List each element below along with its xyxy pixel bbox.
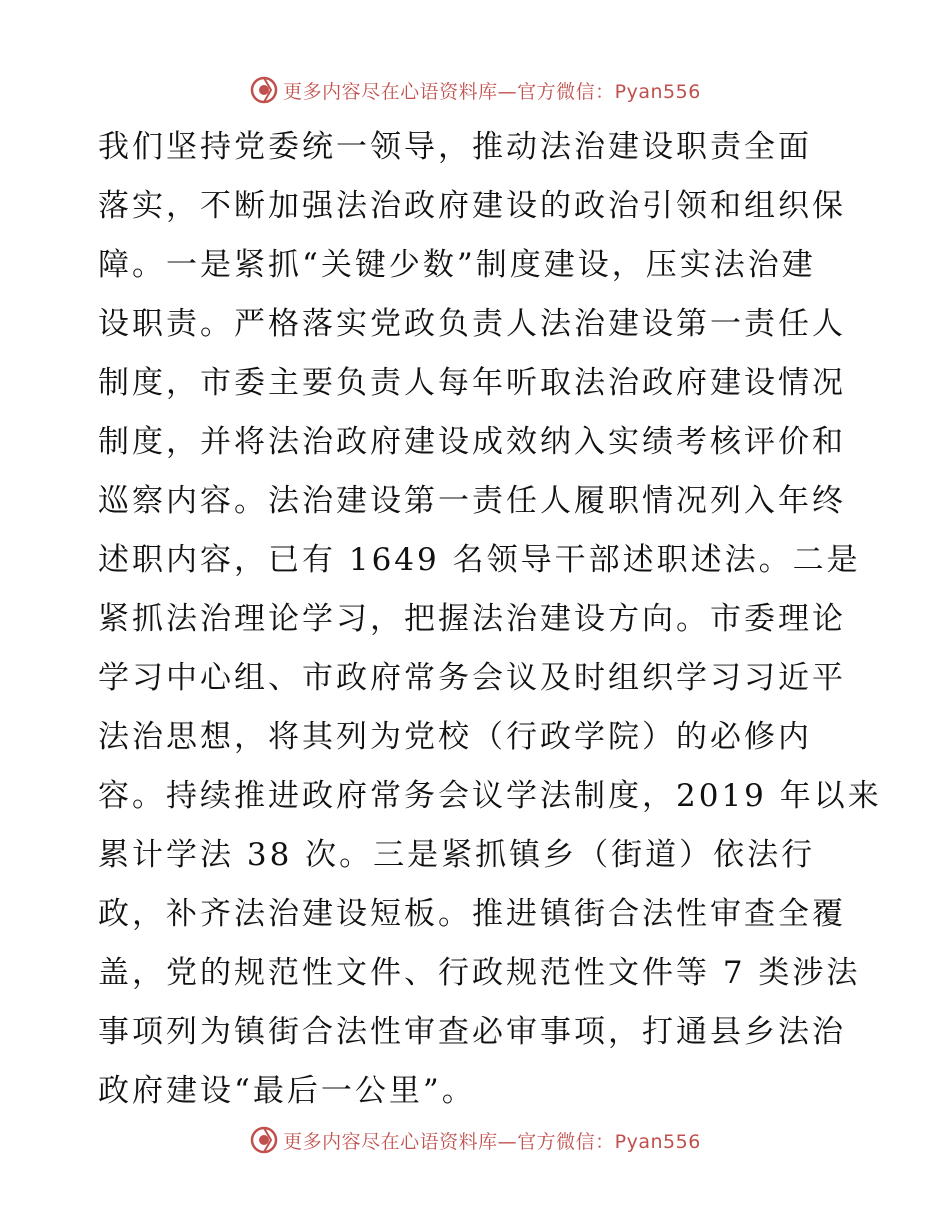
text-line: 累计学法 38 次。三是紧抓镇乡（街道）依法行 — [98, 837, 816, 873]
text-line: 制度，市委主要负责人每年听取法治政府建设情况 — [98, 365, 846, 401]
footer-banner-text: 更多内容尽在心语资料库—官方微信：Pyan556 — [283, 1130, 701, 1153]
text-line: 巡察内容。法治建设第一责任人履职情况列入年终 — [98, 483, 846, 519]
text-line: 盖，党的规范性文件、行政规范性文件等 7 类涉法 — [98, 955, 861, 991]
text-line: 事项列为镇街合法性审查必审事项，打通县乡法治 — [98, 1014, 846, 1050]
header-banner-text: 更多内容尽在心语资料库—官方微信：Pyan556 — [283, 80, 701, 103]
brand-logo-icon — [249, 1125, 279, 1155]
text-line: 制度，并将法治政府建设成效纳入实绩考核评价和 — [98, 424, 846, 460]
text-line: 障。一是紧抓“关键少数”制度建设，压实法治建 — [98, 247, 816, 283]
header-banner — [0, 70, 950, 110]
text-line: 紧抓法治理论学习，把握法治建设方向。市委理论 — [98, 601, 846, 637]
text-line: 法治思想，将其列为党校（行政学院）的必修内 — [98, 719, 812, 755]
text-line: 政，补齐法治建设短板。推进镇街合法性审查全覆 — [98, 896, 846, 932]
footer-banner — [0, 1120, 950, 1160]
brand-logo-icon — [249, 75, 279, 105]
text-line: 容。持续推进政府常务会议学法制度，2019 年以来 — [98, 778, 882, 814]
text-line: 落实，不断加强法治政府建设的政治引领和组织保 — [98, 188, 846, 224]
text-line: 我们坚持党委统一领导，推动法治建设职责全面 — [98, 129, 812, 165]
text-line: 述职内容，已有 1649 名领导干部述职述法。二是 — [98, 542, 861, 578]
text-line: 设职责。严格落实党政负责人法治建设第一责任人 — [98, 306, 846, 342]
text-line: 学习中心组、市政府常务会议及时组织学习习近平 — [98, 660, 846, 696]
article-body — [98, 118, 882, 1121]
text-line: 政府建设“最后一公里”。 — [98, 1073, 476, 1109]
